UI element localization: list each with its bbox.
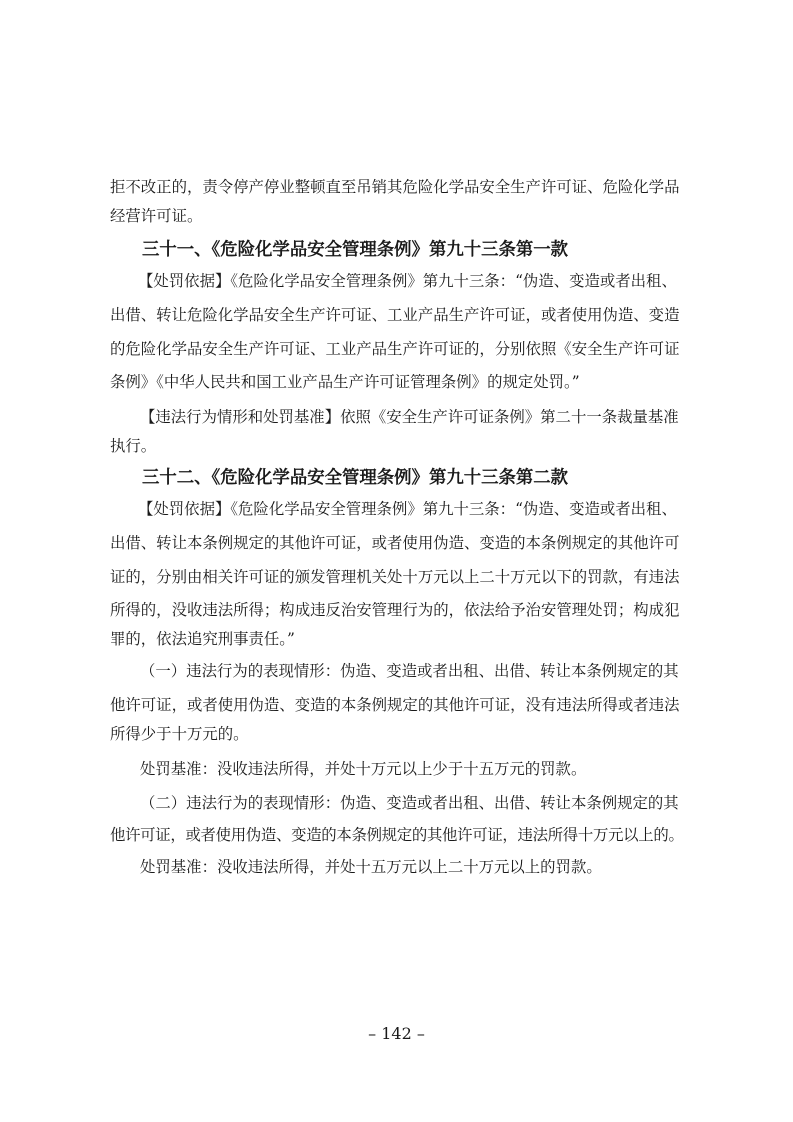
section-heading-31: 三十一、《危险化学品安全管理条例》第九十三条第一款 [142, 240, 569, 260]
body-line-14: （一）违法行为的表现情形：伪造、变造或者出租、出借、转让本条例规定的其 [140, 662, 679, 680]
body-line-9: 【处罚依据】《危险化学品安全管理条例》第九十三条：“伪造、变造或者出租、 [138, 500, 677, 518]
body-line-6: 条例》《中华人民共和国工业产品生产许可证管理条例》的规定处罚。” [110, 373, 580, 391]
body-line-20: 处罚基准：没收违法所得，并处十五万元以上二十万元以上的罚款。 [140, 858, 602, 876]
body-line-5: 的危险化学品安全生产许可证、工业产品生产许可证的，分别依照《安全生产许可证 [110, 340, 680, 358]
body-line-4: 出借、转让危险化学品安全生产许可证、工业产品生产许可证，或者使用伪造、变造 [110, 306, 680, 324]
body-line-7: 【违法行为情形和处罚基准】依照《安全生产许可证条例》第二十一条裁量基准 [140, 408, 679, 426]
body-line-17: 处罚基准：没收违法所得，并处十万元以上少于十五万元的罚款。 [140, 760, 587, 778]
body-line-16: 所得少于十万元的。 [110, 725, 249, 743]
section-heading-32: 三十二、《危险化学品安全管理条例》第九十三条第二款 [142, 468, 569, 488]
body-line-2: 经营许可证。 [110, 207, 203, 225]
page-number: – 142 – [368, 1024, 425, 1043]
body-line-8: 执行。 [110, 437, 157, 455]
body-line-1: 拒不改正的，责令停产停业整顿直至吊销其危险化学品安全生产许可证、危险化学品 [110, 178, 680, 196]
body-line-10: 出借、转让本条例规定的其他许可证，或者使用伪造、变造的本条例规定的其他许可 [110, 534, 680, 552]
body-line-11: 证的，分别由相关许可证的颁发管理机关处十万元以上二十万元以下的罚款，有违法 [110, 568, 680, 586]
body-line-3: 【处罚依据】《危险化学品安全管理条例》第九十三条：“伪造、变造或者出租、 [138, 272, 677, 290]
body-line-19: 他许可证，或者使用伪造、变造的本条例规定的其他许可证，违法所得十万元以上的。 [110, 826, 684, 844]
body-line-12: 所得的，没收违法所得；构成违反治安管理行为的，依法给予治安管理处罚；构成犯 [110, 601, 680, 619]
body-line-18: （二）违法行为的表现情形：伪造、变造或者出租、出借、转让本条例规定的其 [140, 794, 679, 812]
body-line-15: 他许可证，或者使用伪造、变造的本条例规定的其他许可证，没有违法所得或者违法 [110, 696, 680, 714]
body-line-13: 罪的，依法追究刑事责任。” [110, 630, 295, 648]
